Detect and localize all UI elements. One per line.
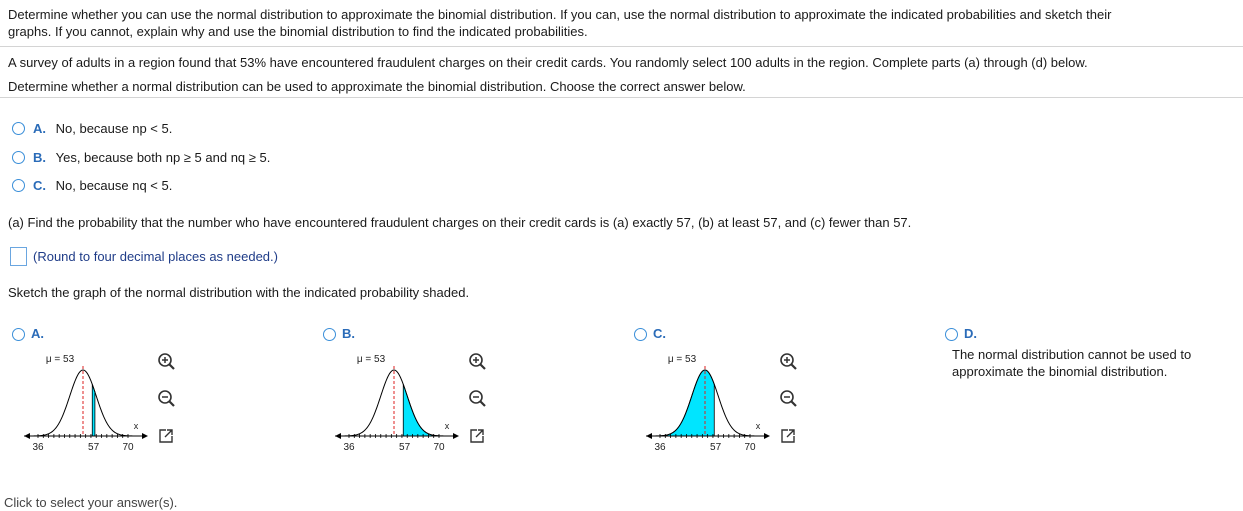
part-a-question: (a) Find the probability that the number who have encountered fraudulent charges on their credit cards is (a) exactly 57, (b) at least 57, and (c) fewer than 57. bbox=[8, 215, 912, 230]
radio-graph-c[interactable] bbox=[634, 328, 647, 341]
choice-b-text: Yes, because both np ≥ 5 and nq ≥ 5. bbox=[55, 150, 271, 165]
mu-label: μ = 53 bbox=[667, 354, 697, 365]
option-d-text-line-1: The normal distribution cannot be used to bbox=[952, 347, 1192, 362]
choice-a-letter: A. bbox=[33, 121, 46, 136]
radio-graph-a[interactable] bbox=[12, 328, 25, 341]
zoom-out-icon[interactable] bbox=[778, 389, 798, 409]
pop-out-arrow bbox=[165, 430, 172, 437]
axis-arrow-right bbox=[764, 433, 770, 439]
choice-c-text: No, because nq < 5. bbox=[55, 178, 173, 193]
option-d-text-line-2: approximate the binomial distribution. bbox=[952, 364, 1168, 379]
radio-choice-c[interactable] bbox=[12, 179, 25, 192]
x-axis-label: x bbox=[133, 421, 139, 431]
magnifier-handle bbox=[169, 401, 174, 406]
radio-choice-b[interactable] bbox=[12, 151, 25, 164]
tick-label: 36 bbox=[343, 442, 355, 453]
axis-arrow-right bbox=[142, 433, 148, 439]
graph-b-letter: B. bbox=[342, 326, 355, 341]
axis-arrow-left bbox=[335, 433, 341, 439]
choice-b-letter: B. bbox=[33, 150, 46, 165]
tick-label: 57 bbox=[88, 442, 100, 453]
prompt-text: Determine whether a normal distribution can be used to approximate the binomial distribution. Choose the correct answer below. bbox=[8, 79, 746, 94]
tick-label: 70 bbox=[433, 442, 445, 453]
choice-c-letter: C. bbox=[33, 178, 46, 193]
scenario-text: A survey of adults in a region found that 53% have encountered fraudulent charges on their credit cards. You randomly select 100 adults in the region. Complete parts (a) through (d) below. bbox=[8, 55, 1088, 70]
graph-d-letter: D. bbox=[964, 326, 977, 341]
rounding-hint: (Round to four decimal places as needed.) bbox=[33, 249, 278, 264]
graph-a-letter: A. bbox=[31, 326, 44, 341]
axis-arrow-left bbox=[24, 433, 30, 439]
tick-label: 70 bbox=[122, 442, 134, 453]
choice-a[interactable] bbox=[33, 120, 172, 137]
pop-out-icon[interactable] bbox=[468, 427, 486, 445]
x-axis-label: x bbox=[755, 421, 761, 431]
zoom-in-icon[interactable] bbox=[156, 352, 176, 372]
tick-label: 36 bbox=[654, 442, 666, 453]
divider bbox=[0, 46, 1243, 47]
choice-c[interactable] bbox=[33, 177, 172, 194]
magnifier-handle bbox=[791, 364, 796, 369]
zoom-in-icon[interactable] bbox=[467, 352, 487, 372]
mu-label: μ = 53 bbox=[356, 354, 386, 365]
answer-input-box[interactable] bbox=[10, 247, 27, 266]
mu-label: μ = 53 bbox=[45, 354, 75, 365]
choice-b[interactable] bbox=[33, 149, 270, 166]
magnifier-handle bbox=[480, 401, 485, 406]
divider bbox=[0, 97, 1243, 98]
shaded-region bbox=[660, 370, 714, 436]
axis-arrow-right bbox=[453, 433, 459, 439]
zoom-out-icon[interactable] bbox=[156, 389, 176, 409]
sketch-prompt: Sketch the graph of the normal distribution with the indicated probability shaded. bbox=[8, 285, 470, 300]
magnifier-handle bbox=[169, 364, 174, 369]
zoom-out-icon[interactable] bbox=[467, 389, 487, 409]
magnifier-handle bbox=[480, 364, 485, 369]
tick-label: 57 bbox=[710, 442, 722, 453]
choice-a-text: No, because np < 5. bbox=[55, 121, 173, 136]
radio-choice-a[interactable] bbox=[12, 122, 25, 135]
radio-graph-b[interactable] bbox=[323, 328, 336, 341]
tick-label: 57 bbox=[399, 442, 411, 453]
tick-label: 36 bbox=[32, 442, 44, 453]
pop-out-arrow bbox=[787, 430, 794, 437]
instructions-line-2: graphs. If you cannot, explain why and use the binomial distribution to find the indicated probabilities. bbox=[8, 24, 588, 39]
pop-out-arrow bbox=[476, 430, 483, 437]
radio-graph-d[interactable] bbox=[945, 328, 958, 341]
graph-c-letter: C. bbox=[653, 326, 666, 341]
pop-out-icon[interactable] bbox=[779, 427, 797, 445]
x-axis-label: x bbox=[444, 421, 450, 431]
tick-label: 70 bbox=[744, 442, 756, 453]
instructions-line-1: Determine whether you can use the normal distribution to approximate the binomial distribution. If you can, use the normal distribution to approximate the indicated probabilities and sketch their bbox=[8, 7, 1112, 22]
magnifier-handle bbox=[791, 401, 796, 406]
pop-out-icon[interactable] bbox=[157, 427, 175, 445]
axis-arrow-left bbox=[646, 433, 652, 439]
footer-instructions: Click to select your answer(s). bbox=[4, 495, 178, 510]
zoom-in-icon[interactable] bbox=[778, 352, 798, 372]
